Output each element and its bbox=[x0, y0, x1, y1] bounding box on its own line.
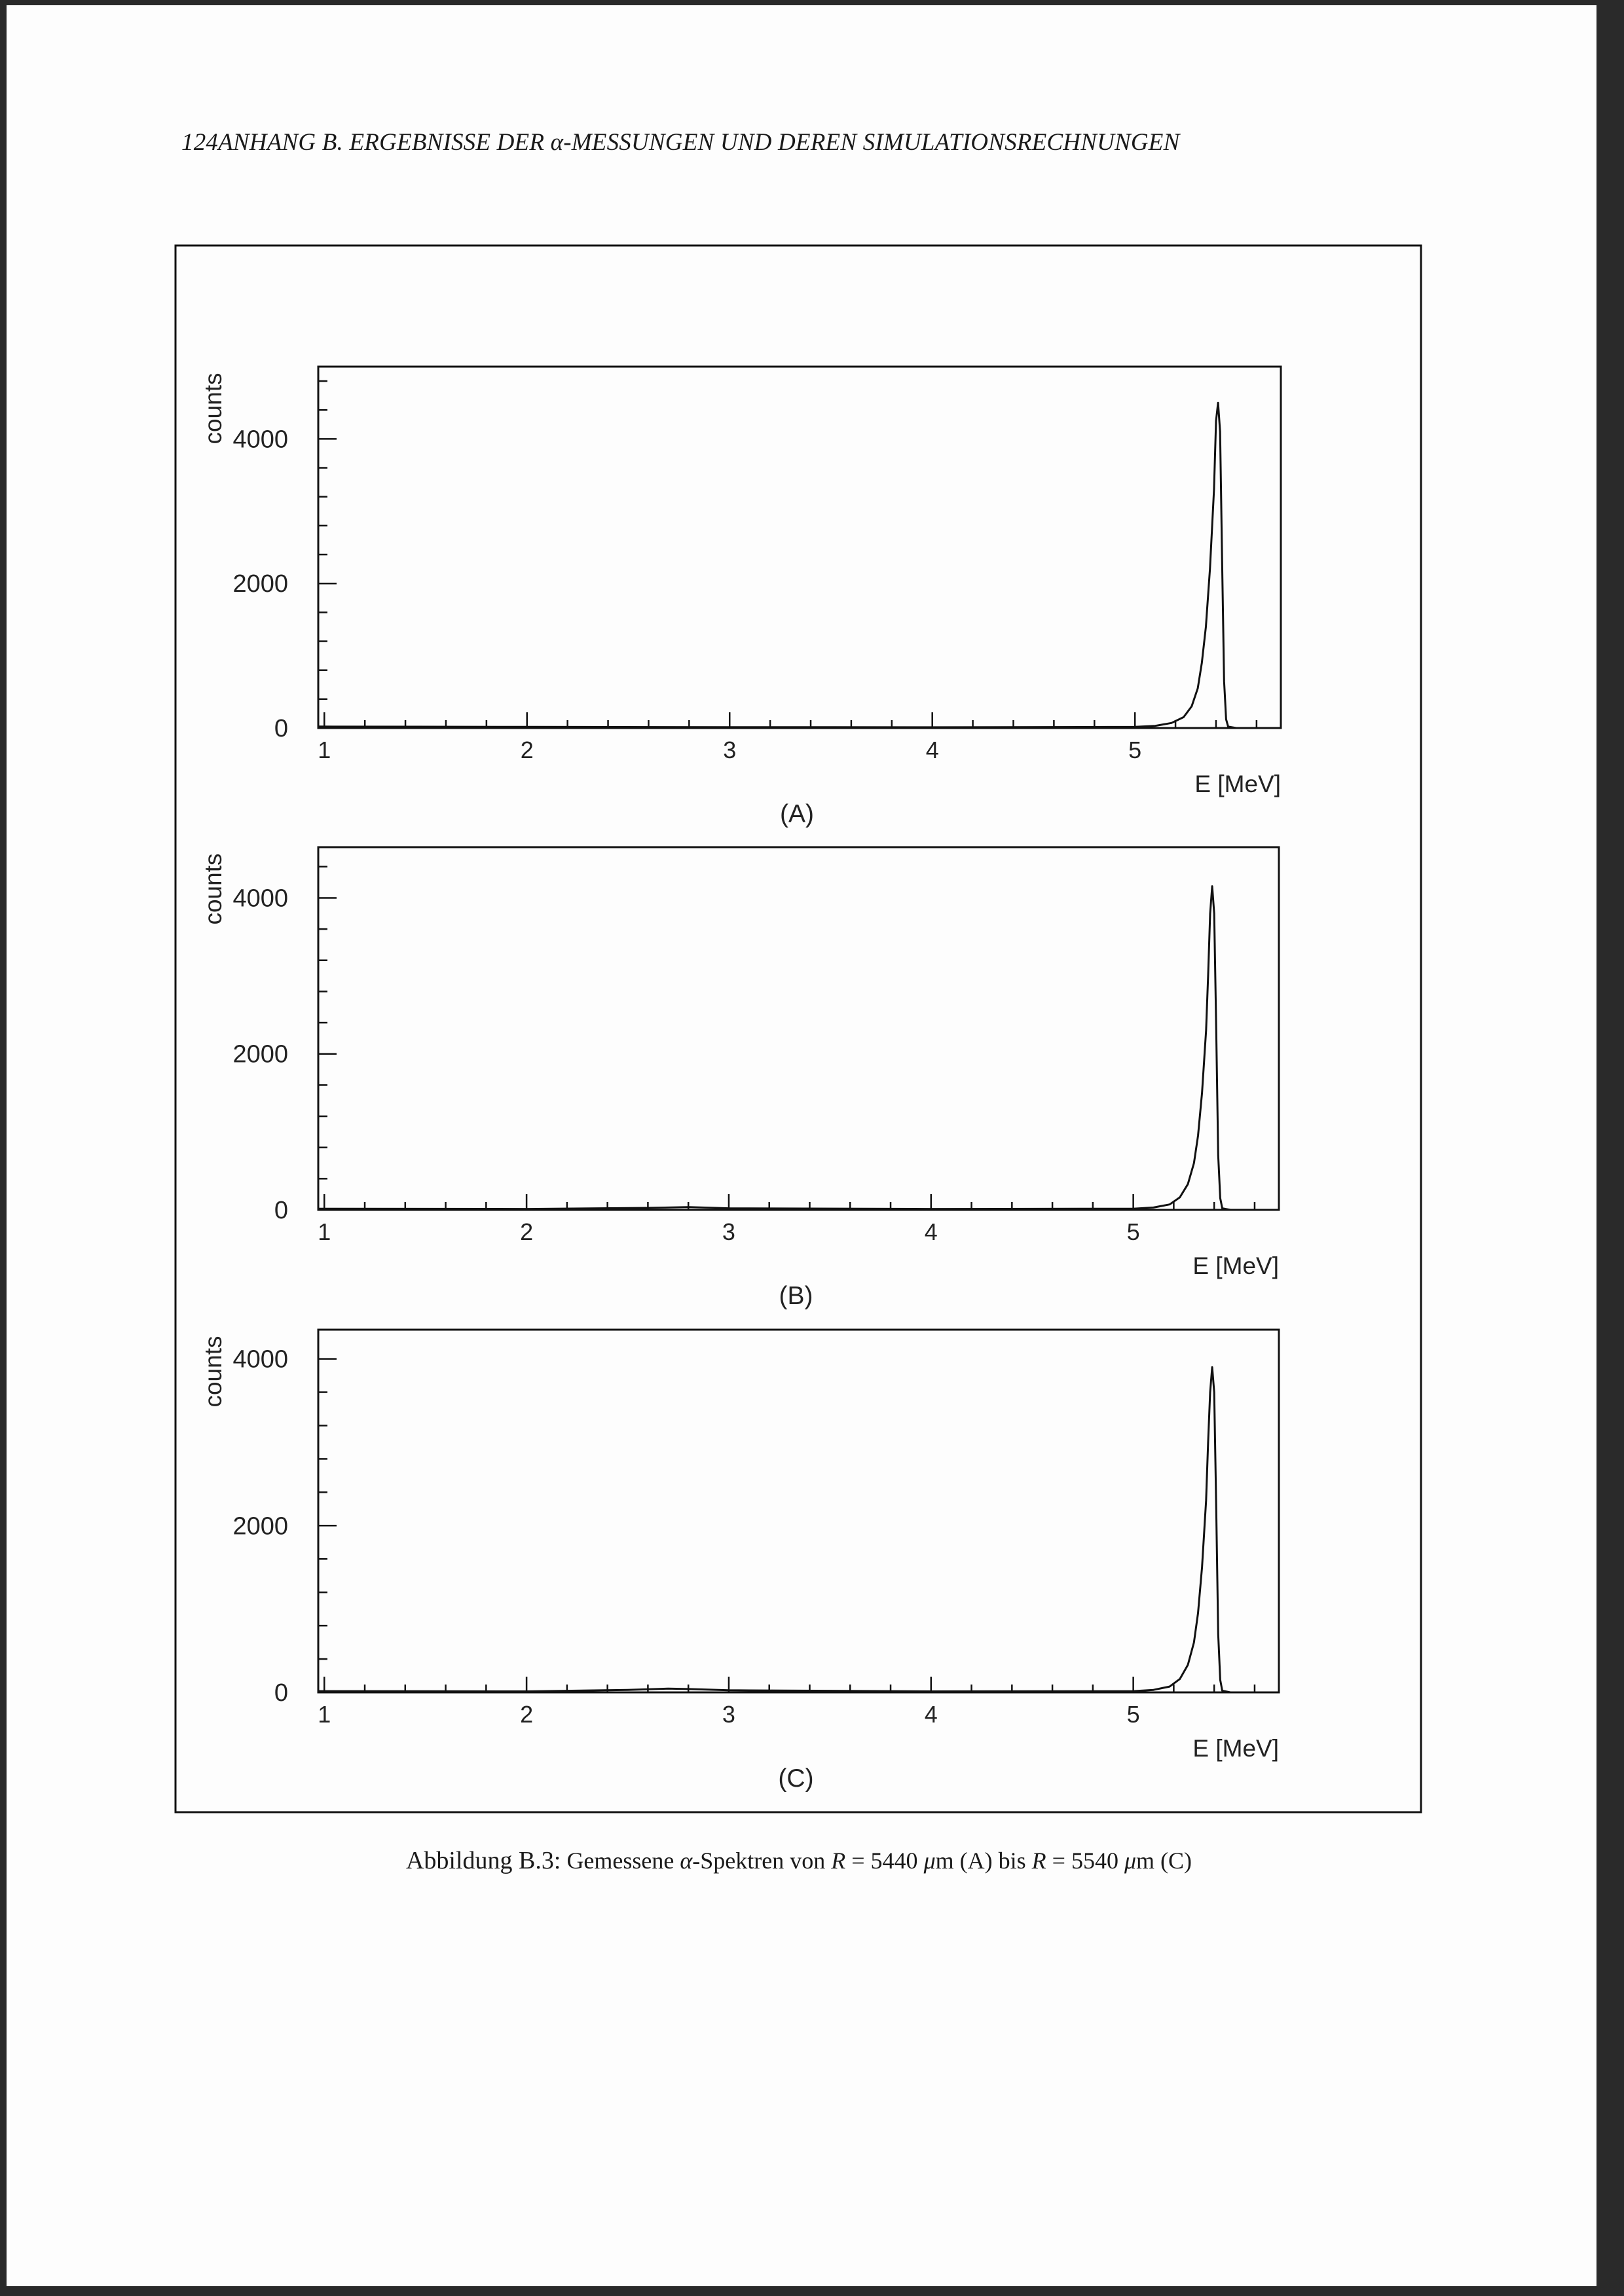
x-tick-label: 1 bbox=[318, 1701, 331, 1728]
caption-text-2: -Spektren von bbox=[692, 1848, 826, 1874]
y-tick-label: 2000 bbox=[232, 1512, 288, 1540]
x-tick-label: 2 bbox=[520, 737, 534, 763]
caption-r2: R bbox=[1031, 1848, 1046, 1874]
panel-label: (A) bbox=[780, 800, 814, 828]
caption-unit1b: m (A) bis bbox=[935, 1848, 1026, 1874]
spectrum-line bbox=[318, 403, 1281, 728]
caption-alpha: α bbox=[680, 1848, 693, 1874]
caption-unit2b: m (C) bbox=[1136, 1848, 1192, 1874]
x-tick-label: 5 bbox=[1128, 737, 1142, 763]
caption-label: Abbildung B.3: bbox=[405, 1847, 561, 1874]
chart-panels bbox=[200, 367, 1281, 1793]
plot-frame bbox=[318, 847, 1279, 1210]
y-axis-label: counts bbox=[200, 373, 227, 445]
y-axis-label: counts bbox=[200, 853, 227, 925]
x-tick-label: 1 bbox=[318, 737, 331, 763]
caption-eq2: = 5540 bbox=[1052, 1848, 1118, 1874]
x-tick-label: 3 bbox=[723, 737, 737, 763]
y-axis-label: counts bbox=[200, 1336, 227, 1408]
caption-eq1: = 5440 bbox=[851, 1848, 918, 1874]
x-tick-label: 4 bbox=[925, 737, 939, 763]
running-title: ANHANG B. ERGEBNISSE DER α-MESSUNGEN UND DEREN SIMULATIONSRECHNUNGEN bbox=[218, 129, 1180, 156]
figure-frame bbox=[175, 246, 1421, 1812]
panel-label: (C) bbox=[778, 1764, 814, 1793]
y-tick-label: 2000 bbox=[232, 1040, 288, 1068]
caption-unit2: μ bbox=[1124, 1848, 1137, 1874]
spectrum-line bbox=[318, 1367, 1279, 1692]
panel-label: (B) bbox=[779, 1282, 813, 1310]
spectrum-line bbox=[318, 886, 1279, 1210]
x-tick-label: 5 bbox=[1126, 1218, 1140, 1245]
plot-frame bbox=[318, 1330, 1279, 1692]
x-tick-label: 2 bbox=[520, 1701, 534, 1728]
x-axis-label: E [MeV] bbox=[1192, 1735, 1279, 1762]
x-axis-label: E [MeV] bbox=[1192, 1252, 1279, 1279]
y-tick-label: 0 bbox=[274, 715, 288, 742]
plot-frame bbox=[318, 367, 1281, 728]
caption-unit1: μ bbox=[923, 1848, 936, 1874]
x-tick-label: 1 bbox=[318, 1218, 331, 1245]
x-tick-label: 4 bbox=[924, 1701, 938, 1728]
caption-text-1: Gemessene bbox=[566, 1848, 674, 1874]
x-axis-label: E [MeV] bbox=[1194, 771, 1281, 797]
y-tick-label: 0 bbox=[274, 1197, 288, 1224]
y-tick-label: 0 bbox=[274, 1679, 288, 1707]
caption-r1: R bbox=[831, 1848, 846, 1874]
page-number: 124 bbox=[181, 129, 219, 156]
x-tick-label: 3 bbox=[722, 1701, 735, 1728]
x-tick-label: 4 bbox=[924, 1218, 938, 1245]
y-tick-label: 4000 bbox=[232, 884, 288, 913]
y-tick-label: 4000 bbox=[232, 1345, 288, 1374]
x-tick-label: 3 bbox=[722, 1218, 735, 1245]
y-tick-label: 2000 bbox=[232, 570, 288, 598]
figure-caption bbox=[0, 1846, 1598, 1875]
y-tick-label: 4000 bbox=[232, 426, 288, 454]
x-tick-label: 2 bbox=[520, 1218, 534, 1245]
x-tick-label: 5 bbox=[1126, 1701, 1140, 1728]
